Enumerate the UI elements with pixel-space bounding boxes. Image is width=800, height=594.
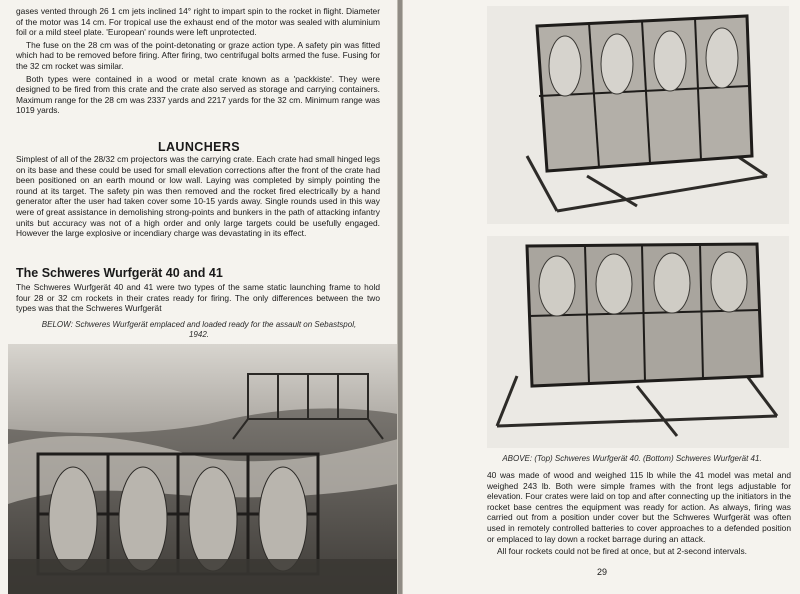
left-text-block-schweres	[16, 282, 380, 314]
paragraph: Simplest of all of the 28/32 cm projectors was the carrying crate. Each crate had small hinged legs on its base and these could be used for small elevation corrections after the front of the crate had been positioned on an earth mound or low wall. Laying was completed by simply pointing the round at its target. The safety pin was then removed and the rocket fired electrically by a hand generator after the user had taken cover some 10-15 yards away. Single rounds used in this way were of great assistance in demolishing strong-points and bunkers in the path of attacking infantry units but accuracy was not of a high order and only large targets could be usefully engaged. However the large explosive or incendiary charge was devastating in its effect.	[16, 154, 380, 239]
paragraph: The Schweres Wurfgerät 40 and 41 were two types of the same static launching frame to hold four 28 or 32 cm rockets in their crates ready for firing. The only differences between the two types was that the Schweres Wurfgerät	[16, 282, 380, 314]
left-text-block-launchers	[16, 154, 380, 239]
emplaced-launcher-photo	[8, 344, 398, 594]
paragraph: The fuse on the 28 cm was of the point-detonating or graze action type. A safety pin was fitted which had to be removed before firing. After firing, two centrifugal bolts armed the fuse. Fusing for the 32 cm rocket was similar.	[16, 39, 380, 71]
emplaced-launcher-illustration	[8, 344, 398, 594]
paragraph: All four rockets could not be fired at once, but at 2-second intervals.	[497, 546, 747, 557]
paragraph: gases vented through 26 1 cm jets inclined 14° right to impart spin to the rocket in flight. Diameter of the motor was 14 cm. For tropical use the exhaust end of the motor was sealed with aluminium foil or a mild steel plate. 'European' rounds were left unprotected.	[16, 6, 380, 38]
section-heading-schweres: The Schweres Wurfgerät 40 and 41	[16, 266, 223, 280]
page-number: 29	[596, 567, 607, 577]
paragraph: Both types were contained in a wood or metal crate known as a 'packkiste'. They were designed to be fired from this crate and the crate also served as storage and carrying containers. Maximum range for the 28 cm was 2337 yards and 2217 yards for the 32 cm. Minimum range was 1019 yards.	[16, 73, 380, 116]
right-text-block	[487, 470, 791, 557]
wurfgerat-40-illustration	[487, 6, 789, 224]
photo-caption-above: ABOVE: (Top) Schweres Wurfgerät 40. (Bottom) Schweres Wurfgerät 41.	[502, 454, 762, 463]
left-text-block-top	[16, 6, 380, 116]
wurfgerat-41-illustration	[487, 236, 789, 448]
photo-caption-below: BELOW: Schweres Wurfgerät emplaced and loaded ready for the assault on Sebastspol, 1942.	[41, 320, 357, 339]
paragraph: 40 was made of wood and weighed 115 lb while the 41 model was metal and weighed 243 lb. Both were simple frames with the front legs adjustable for elevation. Four crates were laid on top and after connecting up the initiators in the rocket base centres the equipment was ready for action. As always, firing was carried out from a position under cover but the Schweres Wurfgerät was often used in remotely controlled batteries to cover approaches to a defended position or emplaced to lay down a rocket barrage during an attack.	[487, 470, 791, 544]
schweres-wurfgerat-40-photo	[487, 6, 789, 224]
schweres-wurfgerat-41-photo	[487, 236, 789, 448]
left-page	[0, 0, 398, 594]
section-heading-launchers: LAUNCHERS	[157, 140, 241, 154]
right-page	[402, 0, 800, 594]
